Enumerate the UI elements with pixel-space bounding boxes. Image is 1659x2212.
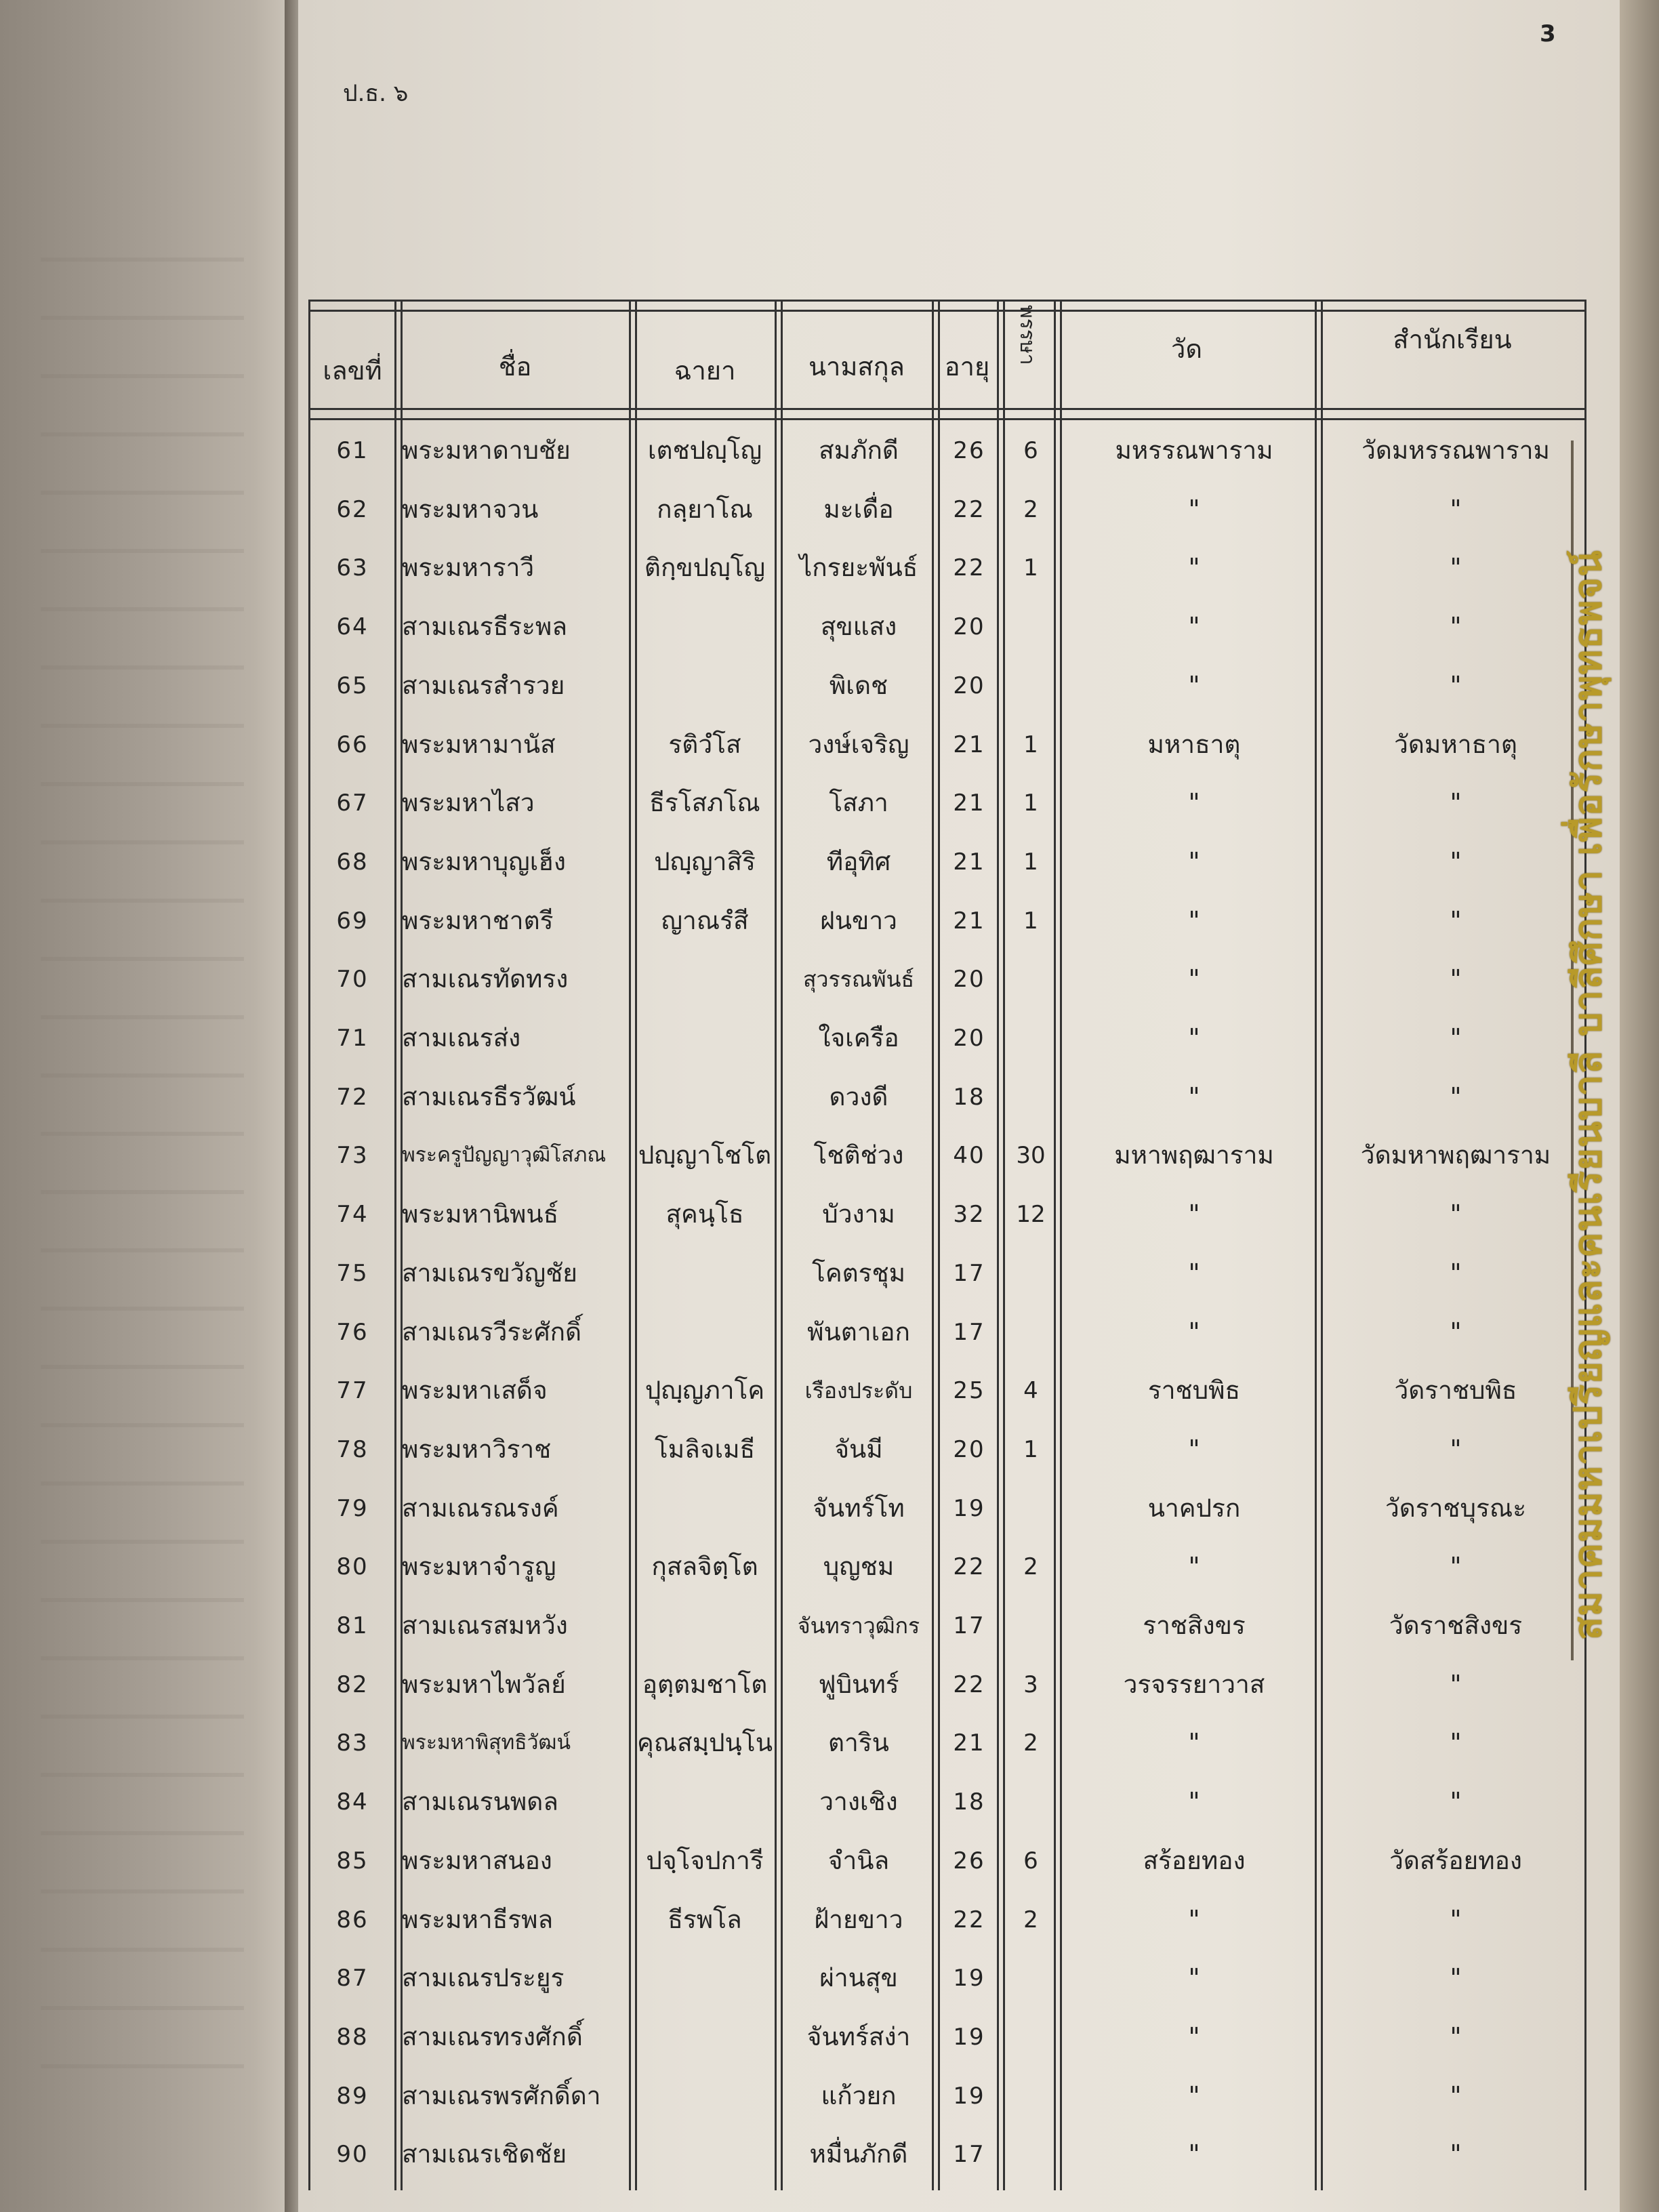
- row-number: 75: [336, 1259, 369, 1287]
- row-number: 80: [336, 1553, 369, 1581]
- row-school: ": [1450, 553, 1462, 583]
- header-surname: นามสกุล: [808, 352, 905, 382]
- row-alias: ญาณรํสี: [661, 905, 749, 935]
- row-school: ": [1450, 2081, 1462, 2110]
- row-name: พระมหามานัส: [402, 729, 556, 759]
- row-surname: หมื่นภักดี: [809, 2139, 908, 2169]
- row-age: 21: [953, 1729, 985, 1757]
- row-surname: วางเชิง: [819, 1787, 898, 1817]
- row-vassa: [1005, 1479, 1057, 1538]
- row-alias: ปญฺญาโชโต: [638, 1141, 772, 1170]
- row-surname: สุขแสง: [820, 612, 897, 642]
- row-alias: ธีรพโล: [668, 1904, 742, 1934]
- row-vassa: 1: [1023, 554, 1038, 582]
- header-name: ชื่อ: [498, 352, 532, 382]
- row-vassa: [1005, 1303, 1057, 1361]
- row-vassa: 4: [1023, 1377, 1038, 1405]
- row-temple: ": [1188, 964, 1200, 994]
- row-vassa: 6: [1023, 1847, 1038, 1875]
- row-school: วัดมหรรณพาราม: [1361, 436, 1550, 465]
- table-row: [308, 1597, 1586, 1655]
- row-school: ": [1450, 1963, 1462, 1993]
- row-alias: กุสลจิตฺโต: [651, 1552, 758, 1582]
- row-surname: ฝนขาว: [820, 905, 897, 935]
- row-age: 17: [953, 1259, 985, 1287]
- row-school: ": [1450, 1434, 1462, 1464]
- row-name: สามเณรณรงค์: [402, 1493, 559, 1523]
- row-vassa: [1005, 1597, 1057, 1655]
- table-row: [308, 774, 1586, 832]
- row-alias: รติวํโส: [668, 729, 741, 759]
- table-row: [308, 1303, 1586, 1361]
- row-temple: ": [1188, 1200, 1200, 1229]
- row-vassa: [1005, 598, 1057, 656]
- row-surname: โคตรชุม: [811, 1258, 906, 1288]
- row-vassa: 6: [1023, 437, 1038, 464]
- row-temple: วรจรรยาวาส: [1123, 1669, 1265, 1699]
- row-surname: สุวรรณพันธ์: [802, 966, 915, 993]
- row-age: 20: [953, 1025, 985, 1052]
- table-row: [308, 2125, 1586, 2184]
- row-surname: มะเดื่อ: [823, 494, 894, 524]
- row-vassa: 2: [1023, 1729, 1038, 1757]
- row-age: 20: [953, 966, 985, 994]
- row-surname: บุญชม: [823, 1552, 895, 1582]
- row-name: สามเณรสำรวย: [402, 670, 565, 700]
- row-name: พระมหาจวน: [402, 494, 539, 524]
- row-age: 25: [953, 1377, 985, 1405]
- row-surname: โสภา: [829, 788, 888, 818]
- row-school: วัดมหาพฤฒาราม: [1360, 1141, 1551, 1170]
- row-temple: ": [1188, 612, 1200, 642]
- row-surname: ใจเครือ: [818, 1023, 899, 1052]
- table-row: [308, 1891, 1586, 1949]
- row-vassa: 2: [1023, 495, 1038, 523]
- header-no: เลขที่: [323, 356, 382, 386]
- row-age: 26: [953, 437, 985, 464]
- row-school: ": [1450, 1787, 1462, 1817]
- row-school: ": [1450, 2022, 1462, 2051]
- row-school: ": [1450, 905, 1462, 935]
- row-age: 32: [953, 1201, 985, 1229]
- row-temple: ": [1188, 1728, 1200, 1758]
- row-name: พระมหาธีรพล: [402, 1904, 554, 1934]
- table-top-border: [308, 300, 1586, 312]
- table-row: [308, 2067, 1586, 2125]
- row-alias: ปุญฺญภาโค: [644, 1376, 765, 1406]
- header-age: อายุ: [944, 352, 990, 382]
- row-surname: จันทราวุฒิกร: [797, 1613, 920, 1639]
- row-vassa: 1: [1023, 731, 1038, 758]
- row-school: ": [1450, 670, 1462, 700]
- row-school: ": [1450, 1200, 1462, 1229]
- row-school: ": [1450, 494, 1462, 524]
- row-school: ": [1450, 1258, 1462, 1288]
- row-vassa: 1: [1023, 1435, 1038, 1463]
- row-surname: ผ่านสุข: [819, 1963, 898, 1993]
- row-temple: ": [1188, 788, 1200, 818]
- row-school: ": [1450, 1904, 1462, 1934]
- row-temple: ": [1188, 1434, 1200, 1464]
- row-temple: ": [1188, 1258, 1200, 1288]
- row-vassa: 3: [1023, 1671, 1038, 1698]
- row-temple: ": [1188, 1023, 1200, 1052]
- row-name: พระมหาดาบชัย: [402, 436, 571, 465]
- row-school: วัดมหาธาตุ: [1394, 729, 1517, 759]
- row-name: สามเณรส่ง: [402, 1023, 521, 1052]
- row-age: 19: [953, 2023, 985, 2051]
- row-temple: ": [1188, 670, 1200, 700]
- table-row: [308, 657, 1586, 715]
- row-name: สามเณรขวัญชัย: [402, 1258, 577, 1288]
- row-age: 22: [953, 1906, 985, 1933]
- row-surname: จันทร์โท: [813, 1493, 905, 1523]
- row-surname: แก้วยก: [821, 2081, 897, 2110]
- row-name: พระมหาไสว: [402, 788, 535, 818]
- row-number: 87: [336, 1965, 369, 1992]
- row-alias: [632, 1009, 777, 1067]
- row-name: สามเณรพรศักดิ์ดา: [402, 2081, 601, 2110]
- row-name: สามเณรธีระพล: [402, 612, 567, 642]
- row-surname: สมภักดี: [819, 436, 899, 465]
- table-row: [308, 1479, 1586, 1538]
- row-age: 17: [953, 2141, 985, 2169]
- row-vassa: [1005, 2125, 1057, 2184]
- row-vassa: 30: [1016, 1142, 1046, 1170]
- table-row: [308, 833, 1586, 891]
- row-age: 20: [953, 672, 985, 699]
- row-number: 68: [336, 848, 369, 876]
- page-number: 3: [1540, 20, 1556, 47]
- row-age: 26: [953, 1847, 985, 1875]
- bleed-through-text: [41, 258, 244, 2087]
- row-temple: ": [1188, 1787, 1200, 1817]
- row-surname: ทีอุทิศ: [826, 846, 891, 876]
- row-name: พระมหาบุญเฮ็ง: [402, 846, 566, 876]
- row-school: ": [1450, 1552, 1462, 1582]
- row-alias: [632, 1244, 777, 1303]
- row-temple: ": [1188, 1082, 1200, 1111]
- row-number: 82: [336, 1671, 369, 1698]
- row-school: ": [1450, 788, 1462, 818]
- table-row: [308, 716, 1586, 774]
- row-number: 67: [336, 790, 369, 817]
- row-alias: [632, 1773, 777, 1831]
- row-name: พระมหาไพวัลย์: [402, 1669, 566, 1699]
- row-alias: [632, 1303, 777, 1361]
- row-surname: จันทร์สง่า: [806, 2022, 911, 2051]
- row-number: 77: [336, 1377, 369, 1405]
- row-vassa: [1005, 2008, 1057, 2066]
- row-age: 18: [953, 1083, 985, 1111]
- row-alias: [632, 2008, 777, 2066]
- row-vassa: 1: [1023, 848, 1038, 876]
- table-row: [308, 1244, 1586, 1303]
- row-school: วัดสร้อยทอง: [1389, 1845, 1522, 1875]
- row-name: พระมหานิพนธ์: [402, 1200, 559, 1229]
- row-temple: ": [1188, 553, 1200, 583]
- table-row: [308, 1068, 1586, 1126]
- row-age: 21: [953, 731, 985, 758]
- row-age: 18: [953, 1788, 985, 1816]
- row-name: พระมหาวิราช: [402, 1434, 552, 1464]
- row-vassa: 1: [1023, 907, 1038, 935]
- row-temple: ราชบพิธ: [1147, 1376, 1241, 1406]
- row-age: 19: [953, 2082, 985, 2110]
- row-alias: เตชปญฺโญ: [647, 436, 762, 465]
- row-alias: ติกฺขปญฺโญ: [644, 553, 766, 583]
- table-row: [308, 1832, 1586, 1890]
- row-age: 22: [953, 495, 985, 523]
- row-name: พระมหาพิสุทธิวัฒน์: [402, 1731, 571, 1755]
- row-vassa: [1005, 1068, 1057, 1126]
- row-number: 83: [336, 1729, 369, 1757]
- row-surname: โชติช่วง: [813, 1141, 904, 1170]
- row-name: พระมหาราวี: [402, 553, 535, 583]
- row-alias: ปจฺโจปการี: [646, 1845, 764, 1875]
- row-name: สามเณรวีระศักดิ์: [402, 1317, 582, 1347]
- row-alias: สุคนฺโธ: [665, 1200, 744, 1229]
- table-row: [308, 892, 1586, 950]
- row-name: สามเณรทรงศักดิ์: [402, 2022, 583, 2051]
- row-age: 19: [953, 1494, 985, 1522]
- row-surname: พันตาเอก: [807, 1317, 910, 1347]
- row-alias: คุณสมฺปนฺโน: [637, 1728, 773, 1758]
- table-row: [308, 1656, 1586, 1714]
- row-school: วัดราชบพิธ: [1394, 1376, 1517, 1406]
- row-name: สามเณรทัดทรง: [402, 964, 569, 994]
- table-row: [308, 480, 1586, 539]
- row-temple: ": [1188, 2081, 1200, 2110]
- header-temple: วัด: [1170, 334, 1202, 364]
- row-number: 72: [336, 1083, 369, 1111]
- row-name: พระครูปัญญาวุฒิโสภณ: [402, 1143, 607, 1168]
- row-temple: ": [1188, 1963, 1200, 1993]
- row-alias: [632, 598, 777, 656]
- row-temple: นาคปรก: [1147, 1493, 1241, 1523]
- table-row: [308, 539, 1586, 597]
- row-vassa: 2: [1023, 1553, 1038, 1581]
- row-name: สามเณรเชิดชัย: [402, 2139, 567, 2169]
- exam-level-code: ป.ธ. ๖: [343, 80, 409, 107]
- row-surname: พิเดช: [829, 670, 888, 700]
- row-school: ": [1450, 1669, 1462, 1699]
- page-edge: [1620, 0, 1659, 2212]
- row-number: 78: [336, 1435, 369, 1463]
- row-number: 71: [336, 1025, 369, 1052]
- row-temple: ": [1188, 494, 1200, 524]
- row-temple: ": [1188, 2139, 1200, 2169]
- row-vassa: [1005, 1244, 1057, 1303]
- row-alias: อุตฺตมชาโต: [642, 1669, 768, 1699]
- row-temple: มหรรณพาราม: [1115, 436, 1273, 465]
- row-surname: ไกรยะพันธ์: [799, 553, 918, 583]
- table-row: [308, 1420, 1586, 1479]
- row-age: 21: [953, 907, 985, 935]
- row-alias: [632, 1068, 777, 1126]
- row-number: 62: [336, 495, 369, 523]
- row-number: 73: [336, 1142, 369, 1170]
- row-number: 76: [336, 1318, 369, 1346]
- row-temple: สร้อยทอง: [1143, 1845, 1246, 1875]
- row-name: พระมหาชาตรี: [402, 905, 554, 935]
- table-row: [308, 1009, 1586, 1067]
- row-number: 86: [336, 1906, 369, 1933]
- row-temple: ": [1188, 905, 1200, 935]
- row-number: 84: [336, 1788, 369, 1816]
- row-number: 74: [336, 1201, 369, 1229]
- row-age: 17: [953, 1318, 985, 1346]
- row-age: 21: [953, 848, 985, 876]
- table-row: [308, 1126, 1586, 1185]
- row-number: 89: [336, 2082, 369, 2110]
- table-row: [308, 1714, 1586, 1772]
- row-age: 17: [953, 1612, 985, 1639]
- row-vassa: [1005, 950, 1057, 1008]
- row-age: 21: [953, 790, 985, 817]
- table-row: [308, 1361, 1586, 1420]
- row-school: ": [1450, 612, 1462, 642]
- row-number: 88: [336, 2023, 369, 2051]
- row-vassa: 2: [1023, 1906, 1038, 1933]
- row-number: 70: [336, 966, 369, 994]
- results-table: เลขที่ ชื่อ ฉายา นามสกุล อายุ พรรษา วัด สำนักเรียน 61 พระมหาดาบชัย เตชปญฺโญ สมภักดี 26 6 มหรรณพาราม วัดมหรรณพาราม 62 พระมหาจวน กลฺยาโณ มะเดื่อ 22 2 " " 63 พระมหาราวี ติกฺขปญฺโญ ไกรยะพันธ์ 22 1 " " 64 สามเณรธีระพล สุขแสง 20 " " 65 สามเณรสำรวย พิเดช 20 " " 66 พระมหามานัส รติวํโส วงษ์เจริญ 21 1 มหาธาตุ วัดมหาธาตุ 67 พระมหาไสว ธีรโสภโณ โสภา 21 1 " " 68 พระมหาบุญเฮ็ง ปญฺญาสิริ ทีอุทิศ 21 1 " " 69 พระมหาชาตรี ญาณรํสี ฝนขาว 21 1 " " 70 สามเณรทัดทรง สุวรรณพันธ์ 20 " " 71 สามเณรส่ง ใจเครือ 20 " " 72 สามเณรธีรวัฒน์ ดวงดี 18 " " 73 พระครูปัญญาวุฒิโสภณ ปญฺญาโชโต โชติช่วง 40 30 มหาพฤฒาราม วัดมหาพฤฒาราม 74 พระมหานิพนธ์ สุคนฺโธ บัวงาม 32 12 " " 75 สามเณรขวัญชัย โคตรชุม 17 " " 76 สามเณรวีระศักดิ์ พันตาเอก 17 " " 77 พระมหาเสด็จ ปุญฺญภาโค เรืองประดับ 25 4 ราชบพิธ วัดราชบพิธ 78 พระมหาวิราช โมลิจเมธี จันมี 20 1 " " 79 สามเณรณรงค์ จันทร์โท 19 นาคปรก วัดราชบุรณะ 80 พระมหาจำรูญ กุสลจิตฺโต บุญชม 22 2 " " 81 สามเณรสมหวัง จันทราวุฒิกร 17 ราชสิงขร วัดราชสิงขร 82 พระมหาไพวัลย์ อุตฺตมชาโต ฟูบินทร์ 22 3 วรจรรยาวาส " 83 พระมหาพิสุทธิวัฒน์ คุณสมฺปนฺโน ตาริน 21 2 " " 84 สามเณรนพดล วางเชิง 18 " " 85 พระมหาสนอง ปจฺโจปการี จำนิล 26 6 สร้อยทอง วัดสร้อยทอง 86 พระมหาธีรพล ธีรพโล ฝ้ายขาว 22 2 " " 87 สามเณรประยูร ผ่านสุข 19 " " 88 สามเณรทรงศักดิ์ จันทร์สง่า 19 " " 89 สามเณรพรศักดิ์ดา แก้วยก 19 " " 90 สามเณรเชิดชัย หมื่นภักดี 17 " ": [308, 300, 1586, 2190]
- row-temple: ": [1188, 1552, 1200, 1582]
- row-school: วัดราชบุรณะ: [1385, 1493, 1527, 1523]
- row-alias: [632, 1479, 777, 1538]
- row-number: 81: [336, 1612, 369, 1639]
- row-number: 69: [336, 907, 369, 935]
- row-age: 20: [953, 613, 985, 641]
- table-row: [308, 950, 1586, 1008]
- row-temple: ": [1188, 1904, 1200, 1934]
- row-surname: จำนิล: [827, 1845, 890, 1875]
- row-age: 22: [953, 554, 985, 582]
- row-surname: ตาริน: [828, 1728, 889, 1758]
- row-age: 40: [953, 1142, 985, 1170]
- row-surname: วงษ์เจริญ: [808, 729, 909, 759]
- row-vassa: [1005, 657, 1057, 715]
- row-school: ": [1450, 1728, 1462, 1758]
- row-name: พระมหาสนอง: [402, 1845, 552, 1875]
- row-school: ": [1450, 1023, 1462, 1052]
- row-alias: ปญฺญาสิริ: [654, 846, 756, 876]
- row-vassa: 12: [1016, 1201, 1046, 1229]
- row-age: 19: [953, 1965, 985, 1992]
- row-alias: ธีรโสภโณ: [649, 788, 760, 818]
- row-name: สามเณรสมหวัง: [402, 1611, 568, 1640]
- row-number: 61: [336, 437, 369, 464]
- row-school: ": [1450, 846, 1462, 876]
- row-alias: [632, 2125, 777, 2184]
- row-alias: [632, 950, 777, 1008]
- table-row: [308, 422, 1586, 480]
- row-temple: มหาธาตุ: [1147, 729, 1241, 759]
- row-alias: โมลิจเมธี: [654, 1434, 756, 1464]
- row-number: 63: [336, 554, 369, 582]
- row-temple: ": [1188, 2022, 1200, 2051]
- row-vassa: [1005, 1949, 1057, 2007]
- row-vassa: [1005, 2067, 1057, 2125]
- table-row: [308, 2008, 1586, 2066]
- row-temple: ราชสิงขร: [1143, 1611, 1246, 1640]
- row-age: 22: [953, 1553, 985, 1581]
- table-row: [308, 1185, 1586, 1244]
- row-alias: [632, 1949, 777, 2007]
- row-number: 64: [336, 613, 369, 641]
- row-temple: มหาพฤฒาราม: [1114, 1141, 1274, 1170]
- left-page-shadow: [0, 0, 298, 2212]
- row-age: 22: [953, 1671, 985, 1698]
- row-school: ": [1450, 1317, 1462, 1347]
- row-school: ": [1450, 1082, 1462, 1111]
- row-name: สามเณรประยูร: [402, 1963, 565, 1993]
- row-name: สามเณรธีรวัฒน์: [402, 1082, 576, 1111]
- table-row: [308, 598, 1586, 656]
- row-vassa: [1005, 1773, 1057, 1831]
- row-number: 79: [336, 1494, 369, 1522]
- table-row: [308, 1949, 1586, 2007]
- row-alias: [632, 1597, 777, 1655]
- row-surname: ฝ้ายขาว: [814, 1904, 903, 1934]
- row-surname: ดวงดี: [829, 1082, 888, 1111]
- row-school: วัดราชสิงขร: [1389, 1611, 1523, 1640]
- row-number: 66: [336, 731, 369, 758]
- row-name: พระมหาเสด็จ: [402, 1376, 548, 1406]
- row-age: 20: [953, 1435, 985, 1463]
- row-name: สามเณรนพดล: [402, 1787, 558, 1817]
- row-vassa: 1: [1023, 790, 1038, 817]
- row-number: 65: [336, 672, 369, 699]
- row-number: 90: [336, 2141, 369, 2169]
- row-number: 85: [336, 1847, 369, 1875]
- row-surname: เรืองประดับ: [804, 1378, 913, 1404]
- table-row: [308, 1538, 1586, 1596]
- row-surname: บัวงาม: [822, 1200, 895, 1229]
- header-school: สำนักเรียน: [1393, 325, 1512, 354]
- row-school: ": [1450, 964, 1462, 994]
- row-surname: ฟูบินทร์: [818, 1669, 899, 1699]
- row-alias: [632, 657, 777, 715]
- row-name: พระมหาจำรูญ: [402, 1552, 556, 1582]
- row-temple: ": [1188, 846, 1200, 876]
- row-surname: จันมี: [834, 1434, 883, 1464]
- row-temple: ": [1188, 1317, 1200, 1347]
- header-alias: ฉายา: [674, 356, 736, 386]
- row-school: ": [1450, 2139, 1462, 2169]
- row-alias: [632, 2067, 777, 2125]
- row-vassa: [1005, 1009, 1057, 1067]
- row-alias: กลฺยาโณ: [657, 494, 753, 524]
- table-row: [308, 1773, 1586, 1831]
